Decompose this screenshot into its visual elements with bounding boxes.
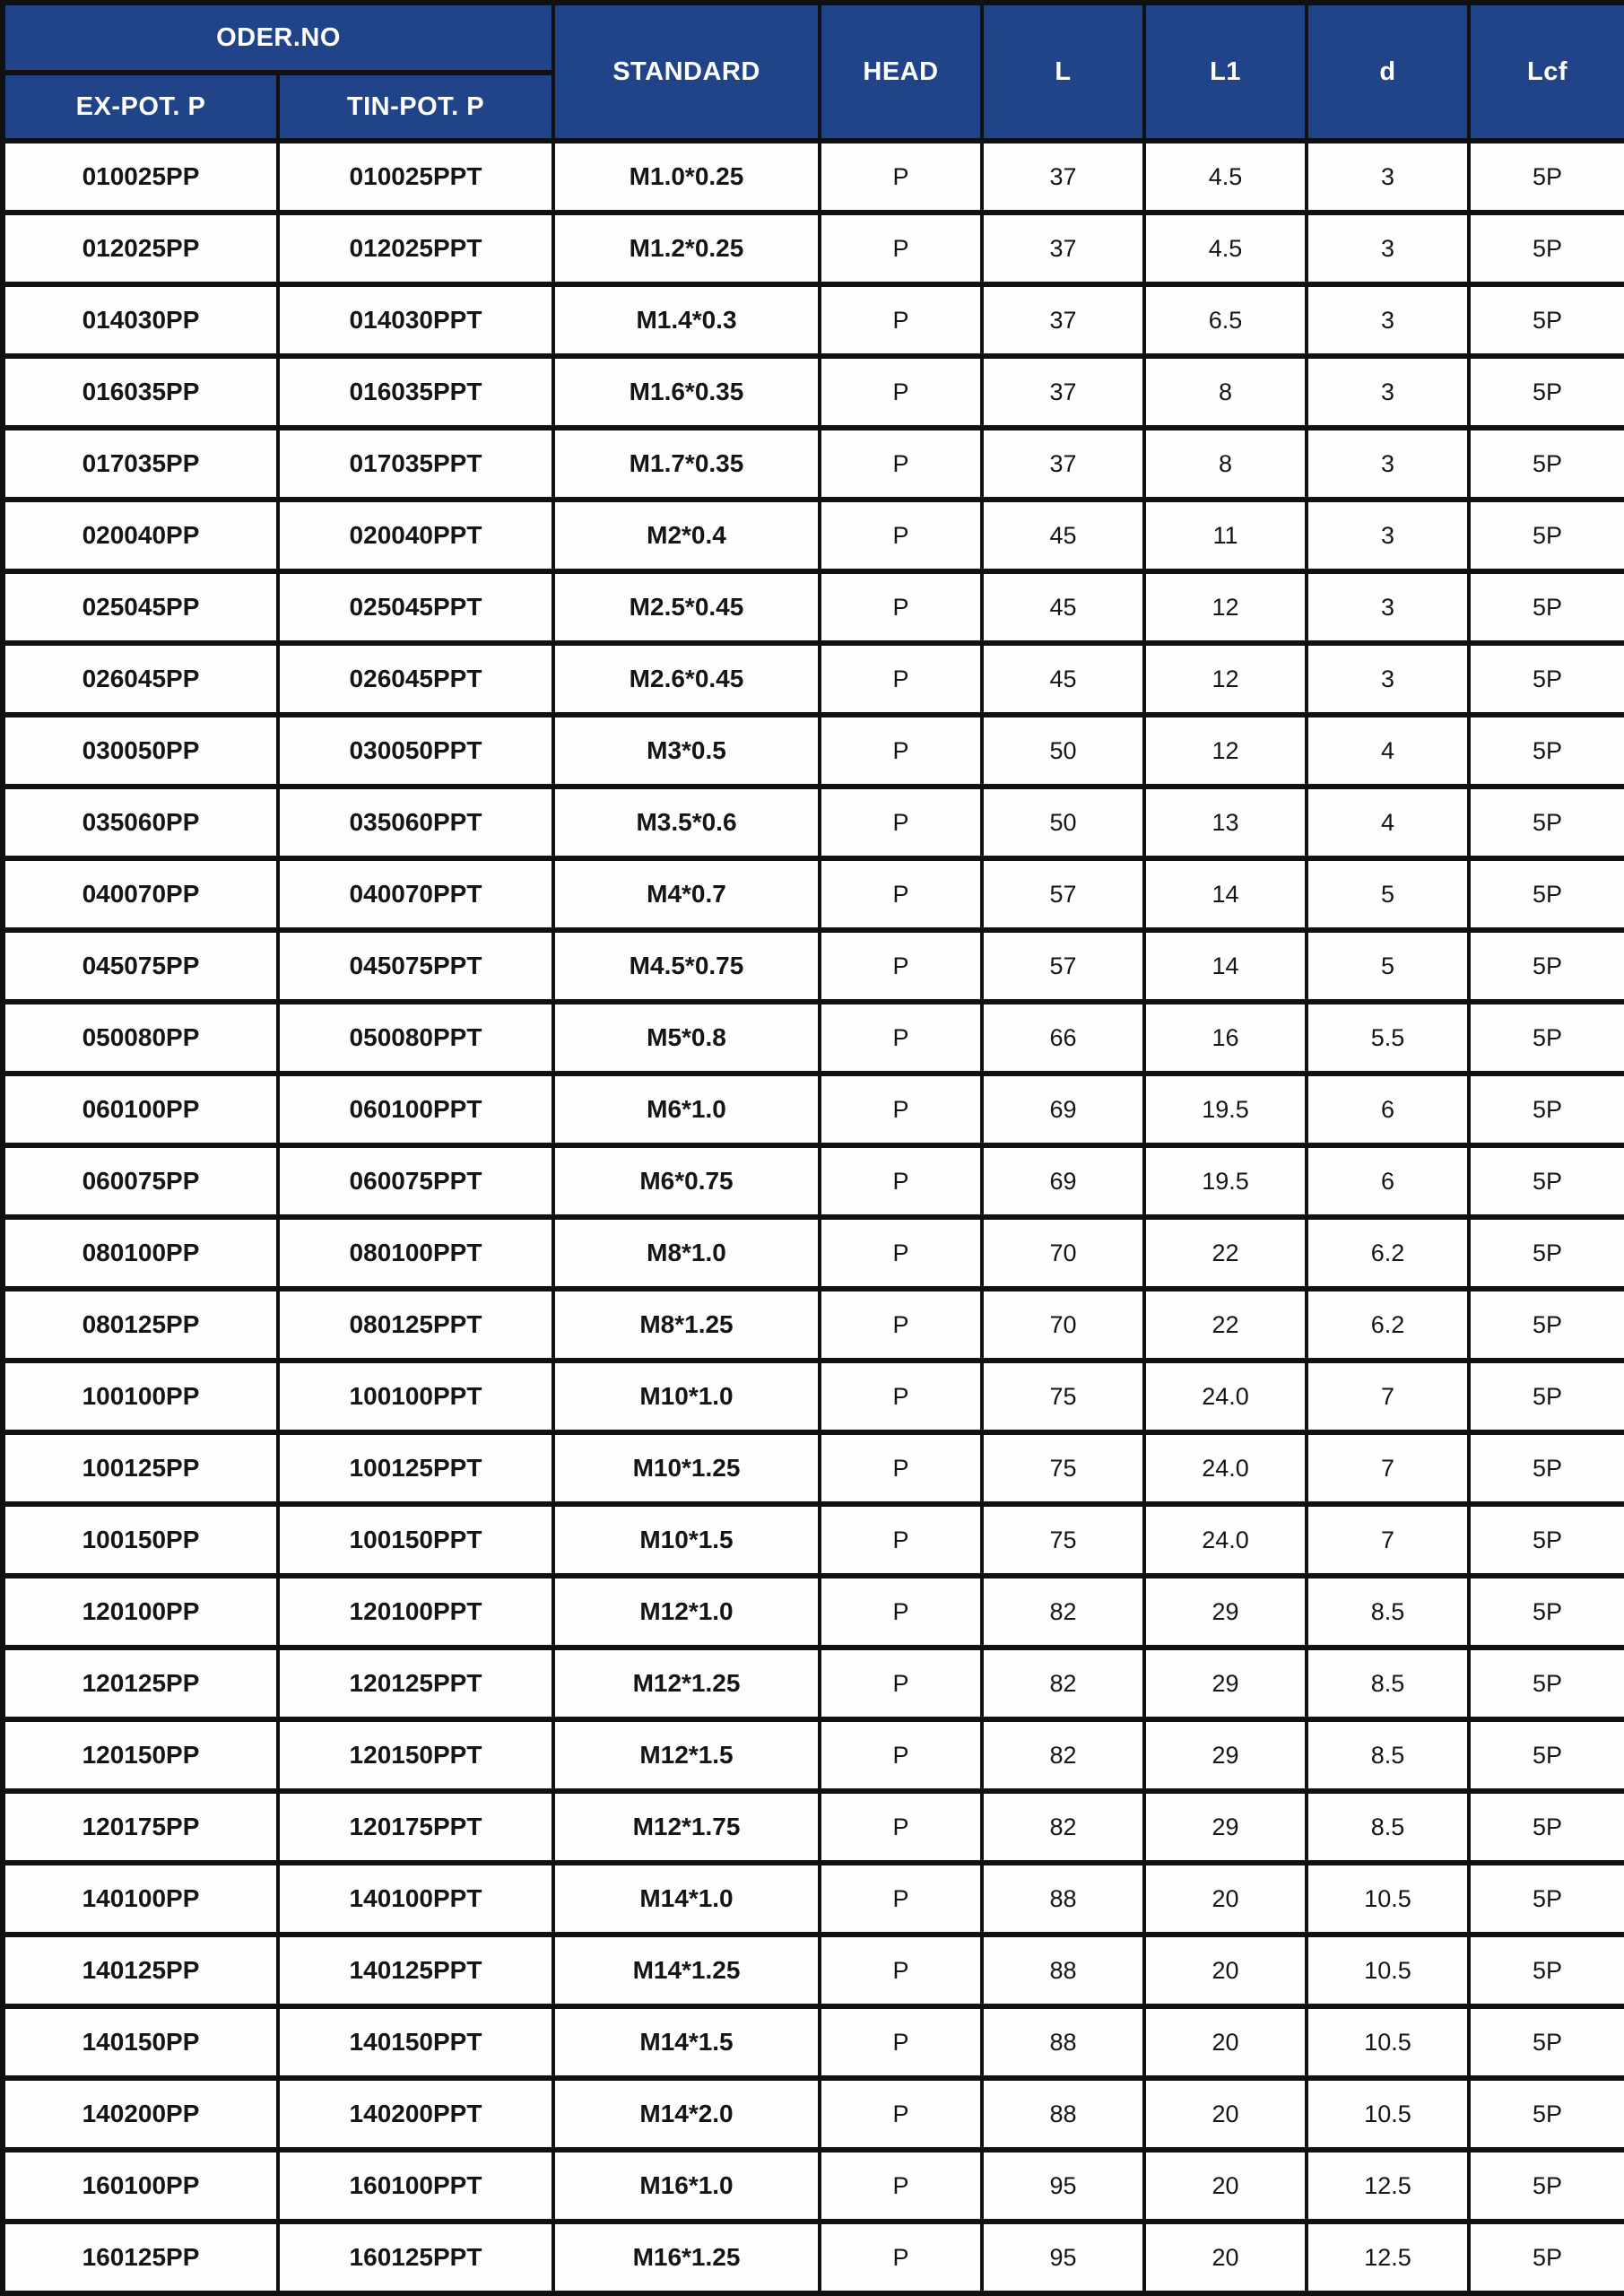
cell-head: P (820, 428, 982, 500)
cell-l: 82 (982, 1648, 1144, 1719)
cell-head: P (820, 787, 982, 858)
cell-tin-pot: 050080PPT (278, 1002, 553, 1074)
cell-d: 3 (1307, 571, 1469, 643)
cell-head: P (820, 500, 982, 571)
cell-head: P (820, 1863, 982, 1935)
cell-lcf: 5P (1469, 1863, 1624, 1935)
cell-l: 37 (982, 141, 1144, 213)
cell-l: 50 (982, 787, 1144, 858)
cell-l1: 12 (1144, 571, 1307, 643)
table-row (3, 1361, 1624, 1432)
cell-head: P (820, 1576, 982, 1648)
cell-standard: M10*1.0 (553, 1361, 820, 1432)
cell-lcf: 5P (1469, 141, 1624, 213)
cell-l1: 20 (1144, 1935, 1307, 2006)
cell-standard: M14*2.0 (553, 2078, 820, 2150)
cell-lcf: 5P (1469, 1074, 1624, 1145)
table-row (3, 858, 1624, 930)
cell-l1: 22 (1144, 1289, 1307, 1361)
cell-lcf: 5P (1469, 858, 1624, 930)
cell-lcf: 5P (1469, 500, 1624, 571)
cell-tin-pot: 140100PPT (278, 1863, 553, 1935)
table-row (3, 500, 1624, 571)
cell-head: P (820, 2006, 982, 2078)
cell-l: 45 (982, 500, 1144, 571)
cell-lcf: 5P (1469, 1935, 1624, 2006)
cell-l: 37 (982, 428, 1144, 500)
cell-standard: M16*1.0 (553, 2150, 820, 2222)
cell-ex-pot: 026045PP (3, 643, 278, 715)
table-row (3, 1145, 1624, 1217)
cell-tin-pot: 020040PPT (278, 500, 553, 571)
cell-l1: 14 (1144, 930, 1307, 1002)
table-row (3, 571, 1624, 643)
table-row (3, 141, 1624, 213)
cell-d: 3 (1307, 356, 1469, 428)
header-l: L (982, 3, 1144, 141)
cell-l1: 4.5 (1144, 141, 1307, 213)
cell-standard: M3.5*0.6 (553, 787, 820, 858)
table-row (3, 1002, 1624, 1074)
cell-tin-pot: 017035PPT (278, 428, 553, 500)
cell-ex-pot: 100100PP (3, 1361, 278, 1432)
cell-ex-pot: 160100PP (3, 2150, 278, 2222)
cell-l: 66 (982, 1002, 1144, 1074)
cell-head: P (820, 571, 982, 643)
cell-ex-pot: 012025PP (3, 213, 278, 284)
cell-l: 95 (982, 2150, 1144, 2222)
table-row (3, 1648, 1624, 1719)
cell-l: 69 (982, 1074, 1144, 1145)
cell-l1: 4.5 (1144, 213, 1307, 284)
cell-ex-pot: 120100PP (3, 1576, 278, 1648)
cell-d: 8.5 (1307, 1719, 1469, 1791)
cell-tin-pot: 026045PPT (278, 643, 553, 715)
cell-l: 45 (982, 643, 1144, 715)
cell-ex-pot: 140200PP (3, 2078, 278, 2150)
cell-tin-pot: 120150PPT (278, 1719, 553, 1791)
cell-head: P (820, 643, 982, 715)
cell-standard: M1.4*0.3 (553, 284, 820, 356)
cell-head: P (820, 1504, 982, 1576)
header-standard: STANDARD (553, 3, 820, 141)
cell-l: 50 (982, 715, 1144, 787)
cell-d: 7 (1307, 1504, 1469, 1576)
cell-standard: M12*1.25 (553, 1648, 820, 1719)
cell-ex-pot: 040070PP (3, 858, 278, 930)
cell-tin-pot: 010025PPT (278, 141, 553, 213)
cell-l1: 24.0 (1144, 1504, 1307, 1576)
cell-ex-pot: 016035PP (3, 356, 278, 428)
cell-tin-pot: 016035PPT (278, 356, 553, 428)
cell-standard: M6*0.75 (553, 1145, 820, 1217)
cell-lcf: 5P (1469, 1432, 1624, 1504)
cell-l1: 20 (1144, 1863, 1307, 1935)
table-row (3, 2006, 1624, 2078)
cell-standard: M4.5*0.75 (553, 930, 820, 1002)
cell-tin-pot: 140150PPT (278, 2006, 553, 2078)
table-row (3, 1432, 1624, 1504)
cell-d: 3 (1307, 500, 1469, 571)
cell-standard: M6*1.0 (553, 1074, 820, 1145)
cell-lcf: 5P (1469, 1361, 1624, 1432)
cell-ex-pot: 060100PP (3, 1074, 278, 1145)
cell-standard: M2.5*0.45 (553, 571, 820, 643)
header-ex-pot: EX-POT. P (3, 73, 278, 141)
cell-standard: M8*1.0 (553, 1217, 820, 1289)
table-body (3, 141, 1624, 2293)
cell-ex-pot: 080125PP (3, 1289, 278, 1361)
cell-tin-pot: 160125PPT (278, 2222, 553, 2293)
cell-head: P (820, 284, 982, 356)
table-row (3, 1074, 1624, 1145)
cell-lcf: 5P (1469, 213, 1624, 284)
cell-lcf: 5P (1469, 787, 1624, 858)
cell-tin-pot: 035060PPT (278, 787, 553, 858)
cell-lcf: 5P (1469, 284, 1624, 356)
cell-d: 3 (1307, 213, 1469, 284)
table-row (3, 643, 1624, 715)
cell-ex-pot: 020040PP (3, 500, 278, 571)
cell-head: P (820, 1002, 982, 1074)
table-row (3, 1719, 1624, 1791)
cell-standard: M2.6*0.45 (553, 643, 820, 715)
cell-standard: M14*1.0 (553, 1863, 820, 1935)
cell-head: P (820, 1935, 982, 2006)
cell-d: 4 (1307, 715, 1469, 787)
header-l1: L1 (1144, 3, 1307, 141)
cell-l1: 24.0 (1144, 1361, 1307, 1432)
cell-l: 75 (982, 1504, 1144, 1576)
cell-lcf: 5P (1469, 2222, 1624, 2293)
cell-l: 70 (982, 1217, 1144, 1289)
table-header (3, 3, 1624, 141)
cell-l: 70 (982, 1289, 1144, 1361)
table-row (3, 1791, 1624, 1863)
cell-head: P (820, 2078, 982, 2150)
header-lcf: Lcf (1469, 3, 1624, 141)
cell-l1: 6.5 (1144, 284, 1307, 356)
table-row (3, 2078, 1624, 2150)
cell-ex-pot: 030050PP (3, 715, 278, 787)
cell-standard: M14*1.5 (553, 2006, 820, 2078)
cell-ex-pot: 120150PP (3, 1719, 278, 1791)
cell-ex-pot: 010025PP (3, 141, 278, 213)
cell-tin-pot: 080100PPT (278, 1217, 553, 1289)
cell-ex-pot: 014030PP (3, 284, 278, 356)
cell-l: 88 (982, 1935, 1144, 2006)
cell-tin-pot: 120100PPT (278, 1576, 553, 1648)
table-row (3, 428, 1624, 500)
cell-lcf: 5P (1469, 1145, 1624, 1217)
cell-d: 8.5 (1307, 1791, 1469, 1863)
cell-l1: 29 (1144, 1648, 1307, 1719)
cell-d: 10.5 (1307, 2006, 1469, 2078)
cell-tin-pot: 120125PPT (278, 1648, 553, 1719)
table-row (3, 1289, 1624, 1361)
cell-l: 82 (982, 1576, 1144, 1648)
cell-lcf: 5P (1469, 1791, 1624, 1863)
cell-l: 82 (982, 1791, 1144, 1863)
cell-lcf: 5P (1469, 715, 1624, 787)
cell-head: P (820, 1719, 982, 1791)
cell-l1: 8 (1144, 428, 1307, 500)
cell-standard: M1.6*0.35 (553, 356, 820, 428)
cell-l1: 29 (1144, 1719, 1307, 1791)
cell-standard: M1.7*0.35 (553, 428, 820, 500)
cell-head: P (820, 356, 982, 428)
cell-tin-pot: 025045PPT (278, 571, 553, 643)
cell-l1: 11 (1144, 500, 1307, 571)
cell-standard: M10*1.25 (553, 1432, 820, 1504)
cell-d: 12.5 (1307, 2222, 1469, 2293)
cell-l1: 20 (1144, 2078, 1307, 2150)
cell-tin-pot: 120175PPT (278, 1791, 553, 1863)
cell-d: 8.5 (1307, 1648, 1469, 1719)
cell-l: 57 (982, 930, 1144, 1002)
cell-lcf: 5P (1469, 2078, 1624, 2150)
cell-ex-pot: 017035PP (3, 428, 278, 500)
header-tin-pot: TIN-POT. P (278, 73, 553, 141)
cell-tin-pot: 045075PPT (278, 930, 553, 1002)
cell-ex-pot: 050080PP (3, 1002, 278, 1074)
cell-l1: 12 (1144, 715, 1307, 787)
cell-l1: 24.0 (1144, 1432, 1307, 1504)
cell-lcf: 5P (1469, 356, 1624, 428)
cell-d: 6.2 (1307, 1217, 1469, 1289)
cell-head: P (820, 1145, 982, 1217)
cell-d: 5.5 (1307, 1002, 1469, 1074)
cell-ex-pot: 160125PP (3, 2222, 278, 2293)
cell-l: 82 (982, 1719, 1144, 1791)
cell-head: P (820, 1074, 982, 1145)
cell-tin-pot: 030050PPT (278, 715, 553, 787)
cell-l1: 20 (1144, 2006, 1307, 2078)
cell-standard: M4*0.7 (553, 858, 820, 930)
cell-standard: M2*0.4 (553, 500, 820, 571)
cell-d: 7 (1307, 1361, 1469, 1432)
table-row (3, 930, 1624, 1002)
cell-ex-pot: 100150PP (3, 1504, 278, 1576)
cell-d: 4 (1307, 787, 1469, 858)
cell-l: 95 (982, 2222, 1144, 2293)
cell-l1: 19.5 (1144, 1074, 1307, 1145)
cell-lcf: 5P (1469, 1648, 1624, 1719)
table-row (3, 1935, 1624, 2006)
cell-standard: M14*1.25 (553, 1935, 820, 2006)
cell-l1: 20 (1144, 2222, 1307, 2293)
cell-lcf: 5P (1469, 1289, 1624, 1361)
cell-lcf: 5P (1469, 2150, 1624, 2222)
cell-d: 6.2 (1307, 1289, 1469, 1361)
cell-standard: M12*1.75 (553, 1791, 820, 1863)
cell-l: 45 (982, 571, 1144, 643)
cell-head: P (820, 858, 982, 930)
cell-d: 8.5 (1307, 1576, 1469, 1648)
table-row (3, 1576, 1624, 1648)
cell-head: P (820, 213, 982, 284)
cell-d: 6 (1307, 1145, 1469, 1217)
cell-d: 3 (1307, 284, 1469, 356)
cell-tin-pot: 140200PPT (278, 2078, 553, 2150)
cell-head: P (820, 2150, 982, 2222)
cell-d: 10.5 (1307, 1935, 1469, 2006)
cell-standard: M1.0*0.25 (553, 141, 820, 213)
cell-head: P (820, 2222, 982, 2293)
header-order-no: ODER.NO (3, 3, 553, 73)
cell-d: 3 (1307, 428, 1469, 500)
cell-ex-pot: 080100PP (3, 1217, 278, 1289)
table-row (3, 1217, 1624, 1289)
cell-ex-pot: 140125PP (3, 1935, 278, 2006)
table-row (3, 787, 1624, 858)
cell-ex-pot: 060075PP (3, 1145, 278, 1217)
cell-head: P (820, 1217, 982, 1289)
cell-l1: 14 (1144, 858, 1307, 930)
table-row (3, 1863, 1624, 1935)
cell-tin-pot: 080125PPT (278, 1289, 553, 1361)
cell-standard: M12*1.0 (553, 1576, 820, 1648)
cell-d: 3 (1307, 643, 1469, 715)
cell-l: 37 (982, 356, 1144, 428)
cell-lcf: 5P (1469, 571, 1624, 643)
table-row (3, 2150, 1624, 2222)
cell-d: 7 (1307, 1432, 1469, 1504)
cell-l: 69 (982, 1145, 1144, 1217)
cell-lcf: 5P (1469, 2006, 1624, 2078)
cell-standard: M10*1.5 (553, 1504, 820, 1576)
cell-head: P (820, 1648, 982, 1719)
cell-tin-pot: 100125PPT (278, 1432, 553, 1504)
cell-standard: M1.2*0.25 (553, 213, 820, 284)
table-row (3, 2222, 1624, 2293)
cell-lcf: 5P (1469, 428, 1624, 500)
cell-tin-pot: 060075PPT (278, 1145, 553, 1217)
cell-lcf: 5P (1469, 1719, 1624, 1791)
cell-l1: 20 (1144, 2150, 1307, 2222)
table-row (3, 356, 1624, 428)
cell-d: 10.5 (1307, 1863, 1469, 1935)
cell-l1: 29 (1144, 1576, 1307, 1648)
cell-l: 37 (982, 213, 1144, 284)
cell-d: 12.5 (1307, 2150, 1469, 2222)
cell-tin-pot: 014030PPT (278, 284, 553, 356)
cell-l1: 19.5 (1144, 1145, 1307, 1217)
cell-l1: 8 (1144, 356, 1307, 428)
cell-head: P (820, 1289, 982, 1361)
cell-lcf: 5P (1469, 1576, 1624, 1648)
cell-l1: 22 (1144, 1217, 1307, 1289)
cell-standard: M5*0.8 (553, 1002, 820, 1074)
cell-l1: 29 (1144, 1791, 1307, 1863)
cell-l1: 16 (1144, 1002, 1307, 1074)
table-row (3, 284, 1624, 356)
cell-d: 5 (1307, 930, 1469, 1002)
cell-standard: M12*1.5 (553, 1719, 820, 1791)
cell-tin-pot: 160100PPT (278, 2150, 553, 2222)
cell-lcf: 5P (1469, 643, 1624, 715)
table-row (3, 1504, 1624, 1576)
cell-tin-pot: 012025PPT (278, 213, 553, 284)
header-d: d (1307, 3, 1469, 141)
cell-standard: M8*1.25 (553, 1289, 820, 1361)
cell-l: 37 (982, 284, 1144, 356)
cell-ex-pot: 045075PP (3, 930, 278, 1002)
cell-lcf: 5P (1469, 1002, 1624, 1074)
cell-head: P (820, 141, 982, 213)
cell-head: P (820, 1791, 982, 1863)
cell-lcf: 5P (1469, 930, 1624, 1002)
cell-tin-pot: 100100PPT (278, 1361, 553, 1432)
cell-tin-pot: 040070PPT (278, 858, 553, 930)
cell-ex-pot: 120125PP (3, 1648, 278, 1719)
cell-l: 88 (982, 2078, 1144, 2150)
cell-l: 57 (982, 858, 1144, 930)
cell-lcf: 5P (1469, 1504, 1624, 1576)
cell-tin-pot: 140125PPT (278, 1935, 553, 2006)
cell-ex-pot: 120175PP (3, 1791, 278, 1863)
cell-standard: M3*0.5 (553, 715, 820, 787)
cell-l1: 13 (1144, 787, 1307, 858)
cell-d: 3 (1307, 141, 1469, 213)
cell-head: P (820, 1432, 982, 1504)
cell-tin-pot: 060100PPT (278, 1074, 553, 1145)
header-row-top (3, 3, 1624, 73)
cell-head: P (820, 715, 982, 787)
cell-ex-pot: 100125PP (3, 1432, 278, 1504)
table-row (3, 213, 1624, 284)
cell-head: P (820, 930, 982, 1002)
cell-tin-pot: 100150PPT (278, 1504, 553, 1576)
cell-ex-pot: 035060PP (3, 787, 278, 858)
cell-ex-pot: 025045PP (3, 571, 278, 643)
cell-l1: 12 (1144, 643, 1307, 715)
cell-d: 6 (1307, 1074, 1469, 1145)
cell-ex-pot: 140150PP (3, 2006, 278, 2078)
cell-l: 88 (982, 2006, 1144, 2078)
cell-lcf: 5P (1469, 1217, 1624, 1289)
cell-d: 5 (1307, 858, 1469, 930)
cell-l: 88 (982, 1863, 1144, 1935)
header-head: HEAD (820, 3, 982, 141)
cell-d: 10.5 (1307, 2078, 1469, 2150)
cell-l: 75 (982, 1432, 1144, 1504)
cell-ex-pot: 140100PP (3, 1863, 278, 1935)
cell-l: 75 (982, 1361, 1144, 1432)
cell-head: P (820, 1361, 982, 1432)
table-row (3, 715, 1624, 787)
cell-standard: M16*1.25 (553, 2222, 820, 2293)
